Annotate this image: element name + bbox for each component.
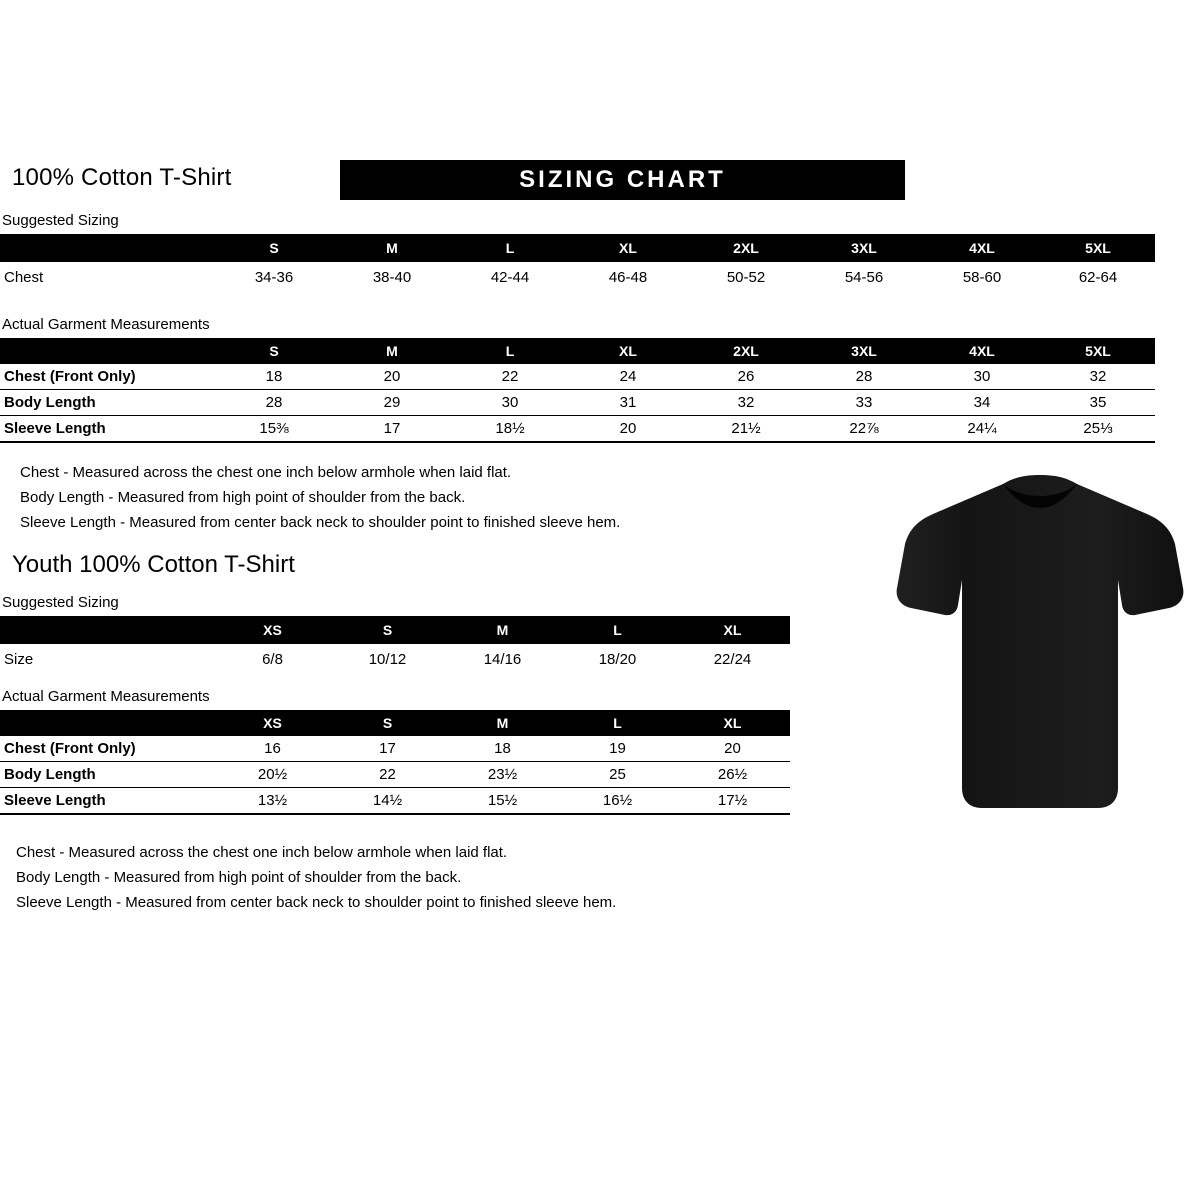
table-cell: 18/20: [598, 650, 637, 668]
adult-suggested-sizing-label: Suggested Sizing: [2, 212, 119, 229]
table-cell: 20½: [257, 766, 288, 783]
table-cell: 17: [379, 740, 396, 757]
column-header: XL: [569, 338, 687, 364]
table-cell: 42-44: [490, 268, 530, 286]
note-body-length: Body Length - Measured from high point of shoulder from the back.: [16, 869, 462, 886]
column-header: 3XL: [805, 338, 923, 364]
table-cell: 22⅞: [849, 420, 879, 437]
table-cell: 6/8: [262, 650, 283, 668]
table-row: [0, 762, 790, 788]
table-cell: 33: [855, 394, 873, 411]
table-cell: 21½: [731, 420, 761, 437]
table-cell: 22: [379, 766, 396, 783]
table-cell: 20: [619, 420, 637, 437]
table-cell: 38-40: [372, 268, 412, 286]
table-cell: 16½: [602, 792, 633, 809]
table-header-row: [0, 710, 790, 736]
adult-suggested-sizing-table: [0, 234, 1155, 292]
youth-suggested-sizing-table: [0, 616, 790, 674]
table-cell: 13½: [257, 792, 288, 809]
column-header: 4XL: [923, 338, 1041, 364]
table-row: [0, 262, 1155, 292]
table-header-row: [0, 616, 790, 644]
table-row: [0, 416, 1155, 443]
table-cell: 58-60: [962, 268, 1002, 286]
table-cell: 17½: [717, 792, 748, 809]
table-cell: 31: [619, 394, 637, 411]
column-header: 5XL: [1041, 338, 1155, 364]
sizing-chart-banner-label: SIZING CHART: [519, 166, 726, 193]
row-label: Sleeve Length: [4, 420, 106, 437]
row-label: Chest (Front Only): [4, 368, 136, 385]
table-row: [0, 736, 790, 762]
table-cell: 23½: [487, 766, 518, 783]
table-cell: 24: [619, 368, 637, 385]
table-cell: 28: [855, 368, 873, 385]
black-tshirt-illustration: [895, 470, 1185, 815]
table-cell: 62-64: [1078, 268, 1118, 286]
column-header: L: [560, 710, 675, 736]
table-cell: 26: [737, 368, 755, 385]
column-header: S: [215, 338, 333, 364]
table-cell: 20: [724, 740, 741, 757]
note-chest: Chest - Measured across the chest one inch below armhole when laid flat.: [16, 844, 508, 861]
table-cell: 22: [501, 368, 519, 385]
table-header-row: [0, 338, 1155, 364]
table-row: [0, 644, 790, 674]
note-sleeve-length: Sleeve Length - Measured from center back neck to shoulder point to finished sleeve hem.: [16, 894, 617, 911]
note-sleeve-length: Sleeve Length - Measured from center back neck to shoulder point to finished sleeve hem.: [20, 514, 621, 531]
column-header: S: [215, 234, 333, 262]
table-cell: 32: [737, 394, 755, 411]
column-header: 2XL: [687, 234, 805, 262]
column-header: M: [445, 616, 560, 644]
youth-section-title: Youth 100% Cotton T-Shirt: [12, 551, 295, 578]
table-cell: 15⅜: [259, 420, 289, 437]
youth-measurement-notes: [16, 840, 616, 915]
column-header: S: [330, 616, 445, 644]
column-header: L: [451, 338, 569, 364]
column-header: L: [560, 616, 675, 644]
table-cell: 14/16: [483, 650, 522, 668]
row-label: Sleeve Length: [4, 792, 106, 809]
sizing-chart-banner: [340, 160, 905, 200]
row-label: Body Length: [4, 766, 96, 783]
table-cell: 34-36: [254, 268, 294, 286]
column-header: XL: [675, 616, 790, 644]
table-row: [0, 364, 1155, 390]
column-header: [0, 338, 215, 364]
adult-measurement-notes: [20, 460, 620, 535]
youth-garment-measurements-label: Actual Garment Measurements: [2, 688, 210, 705]
table-cell: 35: [1089, 394, 1107, 411]
table-cell: 25: [609, 766, 626, 783]
table-cell: 17: [383, 420, 401, 437]
table-cell: 32: [1089, 368, 1107, 385]
column-header: M: [445, 710, 560, 736]
row-label: Body Length: [4, 394, 96, 411]
column-header: 2XL: [687, 338, 805, 364]
adult-garment-measurements-table: [0, 338, 1155, 443]
table-cell: 15½: [487, 792, 518, 809]
table-cell: 22/24: [713, 650, 752, 668]
row-label: Size: [4, 650, 34, 668]
table-row: [0, 788, 790, 815]
note-body-length: Body Length - Measured from high point of shoulder from the back.: [20, 489, 466, 506]
column-header: [0, 710, 215, 736]
column-header: 3XL: [805, 234, 923, 262]
youth-suggested-sizing-label: Suggested Sizing: [2, 594, 119, 611]
table-cell: 25⅓: [1083, 420, 1113, 437]
table-cell: 50-52: [726, 268, 766, 286]
table-cell: 14½: [372, 792, 403, 809]
table-cell: 34: [973, 394, 991, 411]
column-header: M: [333, 234, 451, 262]
table-cell: 18: [494, 740, 511, 757]
column-header: [0, 234, 215, 262]
table-cell: 26½: [717, 766, 748, 783]
note-chest: Chest - Measured across the chest one inch below armhole when laid flat.: [20, 464, 512, 481]
table-cell: 10/12: [368, 650, 407, 668]
column-header: XS: [215, 616, 330, 644]
table-cell: 19: [609, 740, 626, 757]
table-cell: 30: [501, 394, 519, 411]
table-cell: 54-56: [844, 268, 884, 286]
adult-garment-measurements-label: Actual Garment Measurements: [2, 316, 210, 333]
table-cell: 16: [264, 740, 281, 757]
table-cell: 30: [973, 368, 991, 385]
row-label: Chest (Front Only): [4, 740, 136, 757]
column-header: 5XL: [1041, 234, 1155, 262]
youth-garment-measurements-table: [0, 710, 790, 815]
table-cell: 20: [383, 368, 401, 385]
table-cell: 24¼: [967, 420, 997, 437]
column-header: L: [451, 234, 569, 262]
column-header: 4XL: [923, 234, 1041, 262]
column-header: XL: [675, 710, 790, 736]
column-header: M: [333, 338, 451, 364]
column-header: XS: [215, 710, 330, 736]
column-header: S: [330, 710, 445, 736]
table-cell: 29: [383, 394, 401, 411]
table-cell: 18½: [495, 420, 525, 437]
table-cell: 28: [265, 394, 283, 411]
table-header-row: [0, 234, 1155, 262]
table-cell: 46-48: [608, 268, 648, 286]
table-row: [0, 390, 1155, 416]
row-label: Chest: [4, 268, 44, 286]
column-header: XL: [569, 234, 687, 262]
table-cell: 18: [265, 368, 283, 385]
column-header: [0, 616, 215, 644]
adult-section-title: 100% Cotton T-Shirt: [12, 164, 232, 191]
